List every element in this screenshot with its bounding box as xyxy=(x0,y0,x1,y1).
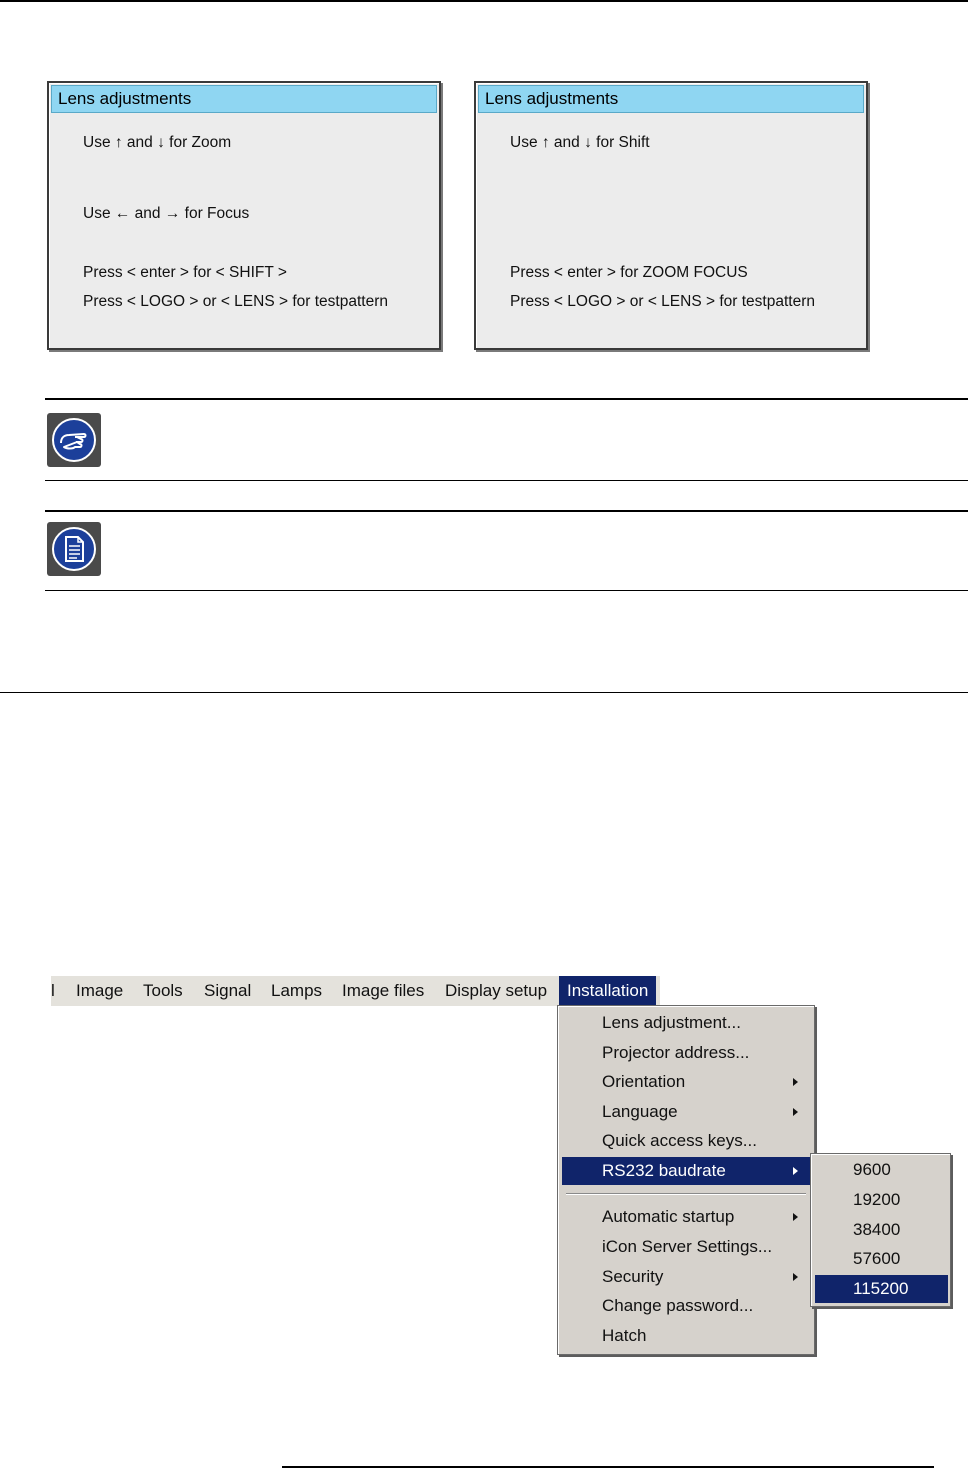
menu-item-image[interactable]: Image xyxy=(76,981,124,1000)
menu-item-image-files[interactable]: Image files xyxy=(342,981,425,1000)
menu-quick-access-keys[interactable]: Quick access keys... xyxy=(602,1131,757,1150)
menu-item-lamps[interactable]: Lamps xyxy=(271,981,323,1000)
baudrate-option[interactable]: 57600 xyxy=(853,1249,901,1268)
menu-change-password[interactable]: Change password... xyxy=(602,1296,754,1315)
baudrate-option-selected[interactable]: 115200 xyxy=(815,1275,948,1303)
submenu-arrow-icon xyxy=(793,1078,798,1086)
installation-dropdown xyxy=(557,1005,815,1355)
dialog-line-shift: Use ↑ and ↓ for Shift xyxy=(510,134,650,151)
footer-rule xyxy=(282,1466,934,1468)
menu-language[interactable]: Language xyxy=(562,1098,810,1126)
menu-automatic-startup[interactable]: Automatic startup xyxy=(562,1203,810,1231)
baudrate-option[interactable]: 38400 xyxy=(853,1220,901,1239)
top-rule xyxy=(0,0,968,2)
menu-item-tools[interactable]: Tools xyxy=(143,981,183,1000)
menu-lens-adjustment[interactable]: Lens adjustment... xyxy=(602,1013,741,1032)
menu-item-signal[interactable]: Signal xyxy=(204,981,252,1000)
submenu-arrow-icon xyxy=(793,1167,798,1175)
dialog-title: Lens adjustments xyxy=(51,85,437,113)
menu-separator xyxy=(566,1193,806,1195)
note-document-icon xyxy=(47,522,101,576)
dialog-line-zoom: Use ↑ and ↓ for Zoom xyxy=(83,134,232,151)
dialog-line-enter: Press < enter > for ZOOM FOCUS xyxy=(510,264,748,281)
tip-rule-bottom xyxy=(45,480,968,481)
menu-item-installation[interactable]: Installation xyxy=(559,976,656,1006)
dialog-line-enter: Press < enter > for < SHIFT > xyxy=(83,264,287,281)
menu-icon-server-settings[interactable]: iCon Server Settings... xyxy=(602,1237,773,1256)
tip-rule-top xyxy=(45,398,968,400)
submenu-arrow-icon xyxy=(793,1273,798,1281)
menu-security[interactable]: Security xyxy=(562,1263,810,1291)
dialog-title: Lens adjustments xyxy=(478,85,864,113)
baudrate-option[interactable]: 9600 xyxy=(853,1160,891,1179)
menu-item-partial[interactable]: l xyxy=(51,981,55,1000)
menu-item-display-setup[interactable]: Display setup xyxy=(445,981,548,1000)
dialog-line-testpattern: Press < LOGO > or < LENS > for testpattern xyxy=(83,293,388,310)
note-rule-bottom xyxy=(45,590,968,591)
dialog-line-focus: Use ← and → for Focus xyxy=(83,205,250,222)
baudrate-option[interactable]: 19200 xyxy=(853,1190,901,1209)
submenu-arrow-icon xyxy=(793,1213,798,1221)
pointing-hand-icon xyxy=(47,413,101,467)
lens-dialog-zoom xyxy=(47,81,441,350)
baudrate-submenu xyxy=(810,1153,951,1307)
menu-rs232-baudrate[interactable]: RS232 baudrate xyxy=(562,1157,810,1185)
section-rule xyxy=(0,692,968,693)
submenu-arrow-icon xyxy=(793,1108,798,1116)
menu-hatch[interactable]: Hatch xyxy=(602,1326,647,1345)
dialog-line-testpattern: Press < LOGO > or < LENS > for testpattern xyxy=(510,293,815,310)
lens-dialog-shift xyxy=(474,81,868,350)
note-rule-top xyxy=(45,510,968,512)
menu-orientation[interactable]: Orientation xyxy=(562,1068,810,1096)
menu-projector-address[interactable]: Projector address... xyxy=(602,1043,750,1062)
menu-bar xyxy=(51,976,660,1006)
